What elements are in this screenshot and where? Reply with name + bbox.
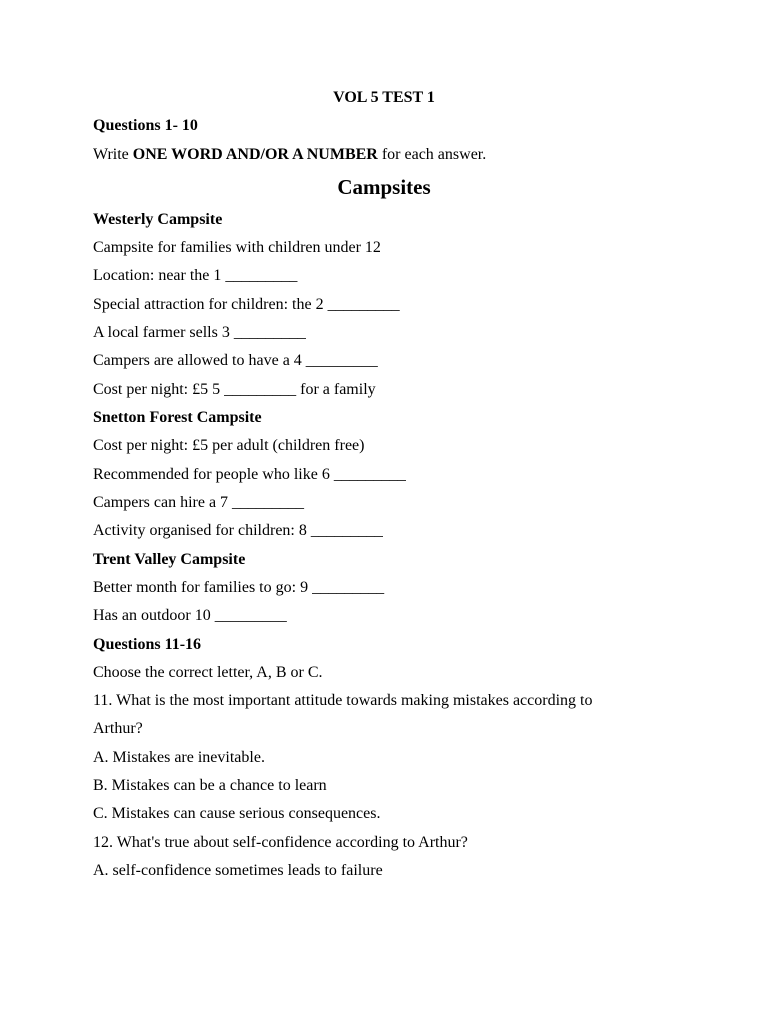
westerly-line: Campers are allowed to have a 4 _________ <box>93 352 378 369</box>
trent-heading: Trent Valley Campsite <box>93 551 246 568</box>
snetton-heading: Snetton Forest Campsite <box>93 409 262 426</box>
westerly-line: A local farmer sells 3 _________ <box>93 324 306 341</box>
snetton-line: Activity organised for children: 8 _________ <box>93 522 383 539</box>
trent-line: Has an outdoor 10 _________ <box>93 607 287 624</box>
section-heading-q1-10: Questions 1- 10 <box>93 117 198 134</box>
snetton-line: Recommended for people who like 6 _________ <box>93 466 406 483</box>
question-11-line1: 11. What is the most important attitude towards making mistakes according to <box>93 692 593 709</box>
question-11-option: A. Mistakes are inevitable. <box>93 749 265 766</box>
westerly-line: Special attraction for children: the 2 _________ <box>93 296 400 313</box>
instruction-q1-10 <box>93 145 486 165</box>
westerly-heading: Westerly Campsite <box>93 211 223 228</box>
question-11-line2: Arthur? <box>93 720 143 737</box>
question-12: 12. What's true about self-confidence according to Arthur? <box>93 834 468 851</box>
question-11-option: C. Mistakes can cause serious consequences. <box>93 805 381 822</box>
campsites-title: Campsites <box>337 175 431 199</box>
trent-line: Better month for families to go: 9 _________ <box>93 579 385 596</box>
snetton-line: Campers can hire a 7 _________ <box>93 494 305 511</box>
document-title: VOL 5 TEST 1 <box>333 89 435 106</box>
question-11-option: B. Mistakes can be a chance to learn <box>93 777 327 794</box>
instruction-suffix: for each answer. <box>377 146 487 163</box>
question-12-option: A. self-confidence sometimes leads to failure <box>93 862 383 879</box>
section-heading-q11-16: Questions 11-16 <box>93 636 202 653</box>
instruction-bold: ONE WORD AND/OR A NUMBER <box>132 146 378 163</box>
westerly-line: Location: near the 1 _________ <box>93 267 298 284</box>
westerly-line: Cost per night: £5 5 _________ for a family <box>93 381 376 398</box>
instruction-prefix: Write <box>93 146 133 163</box>
westerly-line: Campsite for families with children under 12 <box>93 239 381 256</box>
instruction-q11-16: Choose the correct letter, A, B or C. <box>93 664 323 681</box>
snetton-line: Cost per night: £5 per adult (children free) <box>93 437 365 454</box>
